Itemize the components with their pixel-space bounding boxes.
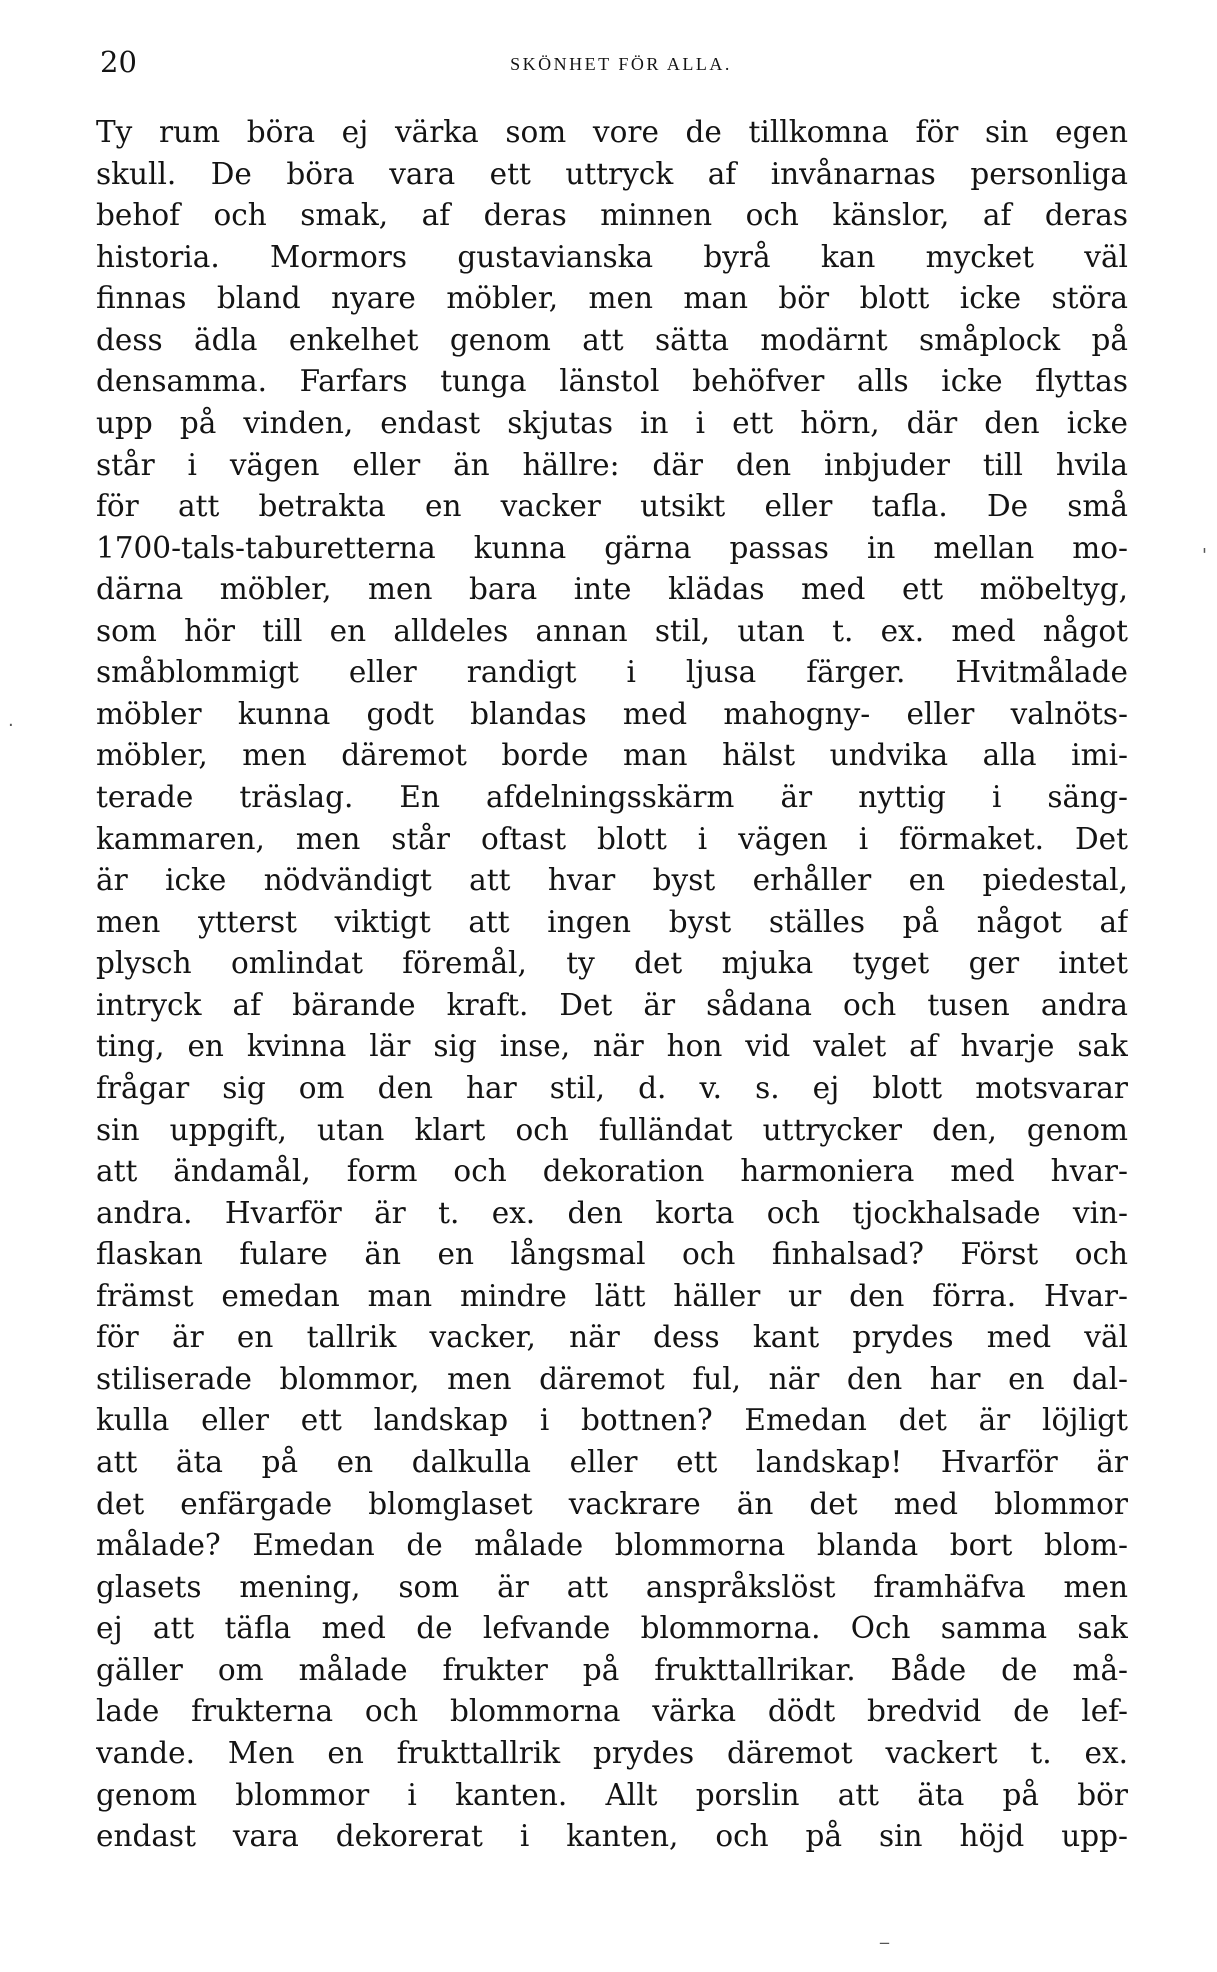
page-number: 20 [100,45,137,79]
text-line: endast vara dekorerat i kanten, och på sin höjd upp- [96,1819,1128,1854]
text-line: skull. De böra vara ett uttryck af invånarnas personliga [96,156,1128,191]
text-line: kulla eller ett landskap i bottnen? Emedan det är löjligt [96,1403,1128,1438]
text-line: som hör till en alldeles annan stil, utan t. ex. med något [96,613,1128,648]
text-line: plysch omlindat föremål, ty det mjuka tyget ger intet [96,946,1128,981]
text-line: historia. Mormors gustavianska byrå kan mycket väl [96,239,1128,274]
text-line: densamma. Farfars tunga länstol behöfver alls icke flyttas [96,364,1128,399]
text-line: ej att täfla med de lefvande blommorna. Och samma sak [96,1611,1128,1646]
text-line: andra. Hvarför är t. ex. den korta och tjockhalsade vin- [96,1195,1128,1230]
text-line: genom blommor i kanten. Allt porslin att äta på bör [96,1777,1128,1812]
text-line: men ytterst viktigt att ingen byst ställes på något af [96,904,1128,939]
text-line: att ändamål, form och dekoration harmoniera med hvar- [96,1154,1128,1189]
text-line: därna möbler, men bara inte klädas med ett möbeltyg, [96,572,1128,607]
text-line: sin uppgift, utan klart och fulländat uttrycker den, genom [96,1112,1128,1147]
text-line: stiliserade blommor, men däremot ful, när den har en dal- [96,1361,1128,1396]
text-line: småblommigt eller randigt i ljusa färger. Hvitmålade [96,655,1128,690]
text-line: att äta på en dalkulla eller ett landskap! Hvarför är [96,1445,1128,1479]
text-line: frågar sig om den har stil, d. v. s. ej blott motsvarar [96,1070,1128,1105]
text-line: möbler kunna godt blandas med mahogny- eller valnöts- [96,696,1128,731]
text-line: dess ädla enkelhet genom att sätta modärnt småplock på [96,322,1128,357]
margin-speck: ‾ [880,1940,889,1961]
running-title: SKÖNHET FÖR ALLA. [510,54,732,74]
text-line: lade frukterna och blommorna värka dödt bredvid de lef- [96,1694,1128,1729]
text-line: det enfärgade blomglaset vackrare än det med blommor [96,1486,1128,1521]
text-line: behof och smak, af deras minnen och känslor, af deras [96,198,1128,233]
text-line: målade? Emedan de målade blommorna blanda bort blom- [96,1528,1128,1563]
text-line: kammaren, men står oftast blott i vägen i förmaket. Det [96,821,1128,856]
text-line: terade träslag. En afdelningsskärm är nyttig i säng- [96,780,1128,814]
text-line: är icke nödvändigt att hvar byst erhåller en piedestal, [96,863,1128,898]
text-line: för att betrakta en vacker utsikt eller tafla. De små [96,489,1128,524]
text-line: främst emedan man mindre lätt häller ur den förra. Hvar- [96,1278,1128,1313]
margin-speck: · [8,715,14,736]
margin-speck: ' [1202,545,1207,566]
text-line: Ty rum böra ej värka som vore de tillkomna för sin egen [96,115,1128,149]
text-line: möbler, men däremot borde man hälst undvika alla imi- [96,738,1128,773]
text-line: vande. Men en frukttallrik prydes däremot vackert t. ex. [96,1735,1128,1770]
text-line: gäller om målade frukter på frukttallrikar. Både de må- [96,1652,1128,1687]
text-line: 1700-tals-taburetterna kunna gärna passas in mellan mo- [96,530,1128,565]
text-line: står i vägen eller än hällre: där den inbjuder till hvila [96,447,1128,482]
text-line: för är en tallrik vacker, när dess kant prydes med väl [96,1320,1128,1355]
text-line: intryck af bärande kraft. Det är sådana och tusen andra [96,987,1128,1022]
text-line: flaskan fulare än en långsmal och finhalsad? Först och [96,1237,1128,1272]
body-text [96,112,1128,1858]
text-line: ting, en kvinna lär sig inse, när hon vid valet af hvarje sak [96,1029,1128,1064]
running-head [100,42,1122,82]
text-line: upp på vinden, endast skjutas in i ett hörn, där den icke [96,405,1128,440]
text-line: glasets mening, som är att anspråkslöst framhäfva men [96,1569,1128,1604]
text-line: finnas bland nyare möbler, men man bör blott icke störa [96,281,1128,316]
